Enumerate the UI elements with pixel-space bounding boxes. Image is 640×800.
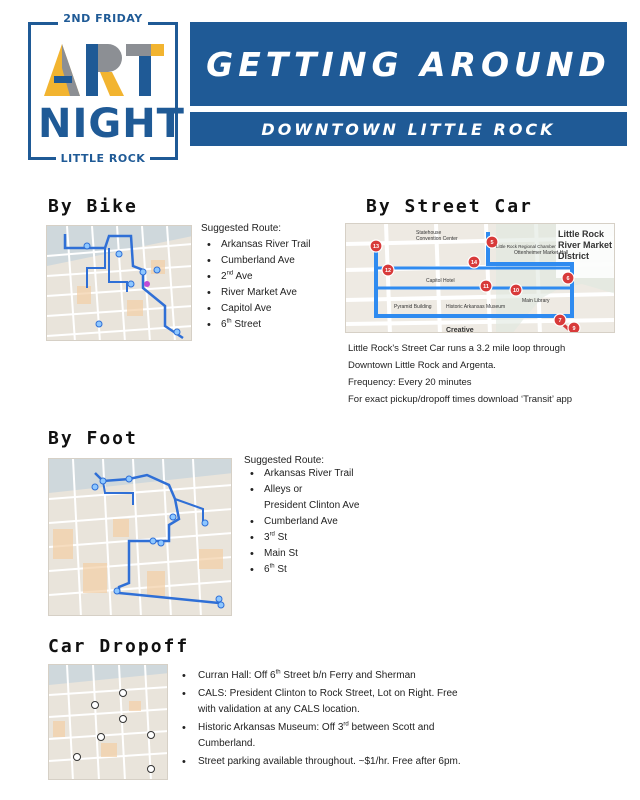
streetcar-route-map (345, 223, 615, 333)
stop-label: 5 (490, 240, 494, 246)
list-item: • 6th Street (205, 317, 310, 333)
list-item: • Historic Arkansas Museum: Off 3rd between Scott and Cumberland. (180, 720, 620, 752)
logo-bottom-text: LITTLE ROCK (56, 152, 150, 165)
list-item: • 3rd St (248, 530, 359, 546)
streetcar-pickup: For exact pickup/dropoff times download ‘Transit’ app (348, 394, 573, 405)
stop-label: 12 (384, 268, 392, 274)
foot-route-list (248, 466, 359, 578)
logo-night-text: NIGHT (38, 101, 185, 147)
streetcar-frequency: Frequency: Every 20 minutes (348, 377, 472, 388)
bike-heading: By Bike (48, 196, 138, 217)
list-item: • Cumberland Ave (248, 514, 359, 530)
map-label: Creative (446, 327, 474, 333)
logo-art-letters (40, 42, 166, 98)
foot-route-map (48, 458, 232, 616)
stop-label: 13 (372, 244, 380, 250)
list-item: • CALS: President Clinton to Rock Street, Lot on Right. Free with validation at any CALS location. (180, 686, 620, 718)
map-label: Little Rock Regional Chamber (496, 244, 556, 249)
stop-label: 10 (512, 288, 520, 294)
streetcar-heading: By Street Car (366, 196, 533, 217)
stop-label: 11 (483, 284, 489, 290)
map-label: Historic Arkansas Museum (446, 304, 506, 310)
page-subtitle: DOWNTOWN LITTLE ROCK (261, 119, 556, 139)
car-heading: Car Dropoff (48, 636, 190, 657)
foot-heading: By Foot (48, 428, 138, 449)
stop-label: 14 (470, 260, 478, 266)
stop-label: 6 (566, 276, 570, 282)
map-label: Statehouse (416, 230, 442, 236)
streetcar-description: Little Rock's Street Car runs a 3.2 mile loop through (348, 343, 566, 354)
streetcar-info (348, 340, 628, 408)
foot-route-label: Suggested Route: (244, 455, 325, 466)
car-dropoff-list (180, 668, 620, 772)
list-item: • River Market Ave (205, 285, 310, 301)
list-item: • Main St (248, 546, 359, 562)
list-item: • Alleys or President Clinton Ave (248, 482, 359, 514)
list-item: • Capitol Ave (205, 301, 310, 317)
page-title-banner (190, 22, 627, 106)
map-label: River Market (558, 240, 613, 250)
page-title: GETTING AROUND (206, 44, 611, 84)
map-label: Convention Center (416, 236, 458, 242)
list-item: • Arkansas River Trail (248, 466, 359, 482)
list-item: • 2nd Ave (205, 269, 310, 285)
streetcar-description-2: Downtown Little Rock and Argenta. (348, 360, 496, 371)
bike-route-map (46, 225, 192, 341)
map-label: Pyramid Building (394, 304, 432, 310)
list-item: • Curran Hall: Off 6th Street b/n Ferry and Sherman (180, 668, 620, 684)
logo-top-text: 2ND FRIDAY (58, 12, 148, 25)
art-night-logo (28, 12, 185, 165)
map-label: Capitol Hotel (426, 278, 455, 284)
list-item: • Arkansas River Trail (205, 237, 310, 253)
map-label: Little Rock (558, 229, 605, 239)
map-label: District (558, 251, 590, 261)
list-item: • Cumberland Ave (205, 253, 310, 269)
page-subtitle-banner (190, 112, 627, 146)
map-label: Main Library (522, 298, 550, 304)
stop-label: 9 (572, 326, 576, 332)
bike-route-label: Suggested Route: (201, 223, 282, 234)
stop-label: 7 (558, 318, 562, 324)
map-label: Ottenheimer Market Hall (514, 250, 569, 256)
list-item: • 6th St (248, 562, 359, 578)
list-item: • Street parking available throughout. ~$1/hr. Free after 6pm. (180, 754, 620, 770)
bike-route-list (205, 237, 310, 333)
car-dropoff-map (48, 664, 168, 780)
